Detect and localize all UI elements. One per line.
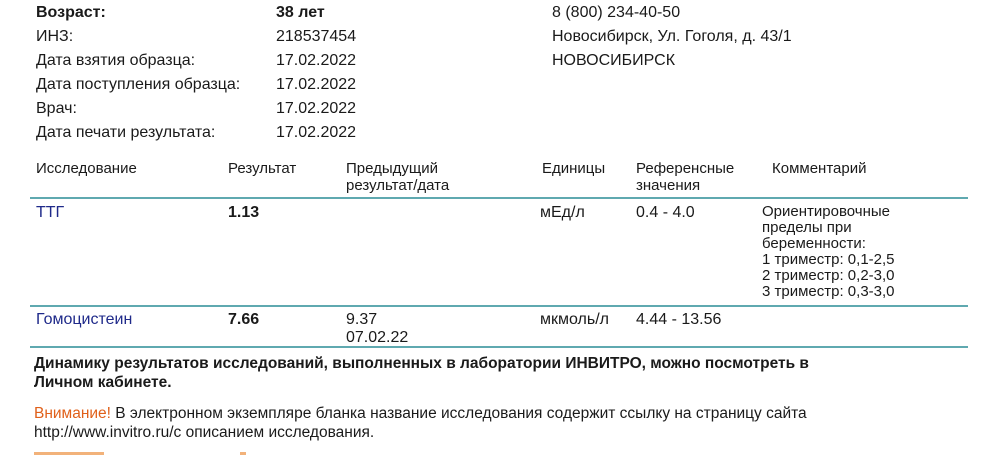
cutoff-text-fragment <box>240 452 246 455</box>
age-label: Возраст: <box>36 4 106 21</box>
lab-address: Новосибирск, Ул. Гоголя, д. 43/1 <box>552 28 792 45</box>
col-header-comment: Комментарий <box>772 160 867 177</box>
cutoff-text-fragment <box>34 452 104 455</box>
comment-line: Ориентировочные <box>762 203 890 220</box>
dynamics-notice-line1: Динамику результатов исследований, выполненных в лаборатории ИНВИТРО, можно посмотреть в <box>34 355 809 372</box>
table-bottom-divider <box>30 346 968 348</box>
warning-link-line <box>34 423 374 443</box>
row-comment-tsh <box>762 204 895 300</box>
sample-taken-value: 17.02.2022 <box>276 52 357 69</box>
row-units-tsh: мЕд/л <box>540 204 585 221</box>
inz-label: ИНЗ: <box>36 28 74 45</box>
table-row-divider <box>30 305 968 307</box>
sample-received-value: 17.02.2022 <box>276 76 357 93</box>
row-test-tsh[interactable]: ТТГ <box>36 204 65 221</box>
inz-value: 218537454 <box>276 28 357 45</box>
row-reference-tsh: 0.4 - 4.0 <box>636 204 695 221</box>
previous-date: 07.02.22 <box>346 329 409 346</box>
row-result-tsh: 1.13 <box>228 204 260 221</box>
row-units-homocysteine: мкмоль/л <box>540 311 609 328</box>
previous-value: 9.37 <box>346 311 378 328</box>
table-header-divider <box>30 197 968 199</box>
comment-line: 1 триместр: 0,1-2,5 <box>762 251 895 268</box>
comment-line: 2 триместр: 0,2-3,0 <box>762 267 895 284</box>
print-date-value: 17.02.2022 <box>276 124 357 141</box>
sample-received-label: Дата поступления образца: <box>36 76 241 93</box>
row-previous-homocysteine <box>346 311 408 347</box>
col-header-previous-line1: Предыдущий <box>346 160 439 177</box>
age-value: 38 лет <box>276 4 325 21</box>
warning-word: Внимание! <box>34 405 111 422</box>
comment-line: беременности: <box>762 235 866 252</box>
col-header-reference-line1: Референсные <box>636 160 735 177</box>
comment-line: пределы при <box>762 219 852 236</box>
row-result-homocysteine: 7.66 <box>228 311 260 328</box>
col-header-reference <box>636 160 734 194</box>
col-header-result: Результат <box>228 160 297 177</box>
col-header-units: Единицы <box>542 160 606 177</box>
row-test-homocysteine[interactable]: Гомоцистеин <box>36 311 133 328</box>
invitro-link[interactable]: http://www.invitro.ru/ <box>34 424 174 441</box>
col-header-test: Исследование <box>36 160 137 177</box>
col-header-previous <box>346 160 449 194</box>
doctor-label: Врач: <box>36 100 77 117</box>
lab-phone: 8 (800) 234-40-50 <box>552 4 681 21</box>
dynamics-notice-line2: Личном кабинете. <box>34 374 172 391</box>
link-suffix: с описанием исследования. <box>173 424 375 441</box>
comment-line: 3 триместр: 0,3-3,0 <box>762 283 895 300</box>
lab-city: НОВОСИБИРСК <box>552 52 676 69</box>
warning-notice <box>34 404 807 424</box>
doctor-value: 17.02.2022 <box>276 100 357 117</box>
row-reference-homocysteine: 4.44 - 13.56 <box>636 311 722 328</box>
print-date-label: Дата печати результата: <box>36 124 216 141</box>
warning-text: В электронном экземпляре бланка название исследования содержит ссылку на страницу сайта <box>110 405 807 422</box>
sample-taken-label: Дата взятия образца: <box>36 52 196 69</box>
col-header-reference-line2: значения <box>636 177 701 194</box>
col-header-previous-line2: результат/дата <box>346 177 450 194</box>
